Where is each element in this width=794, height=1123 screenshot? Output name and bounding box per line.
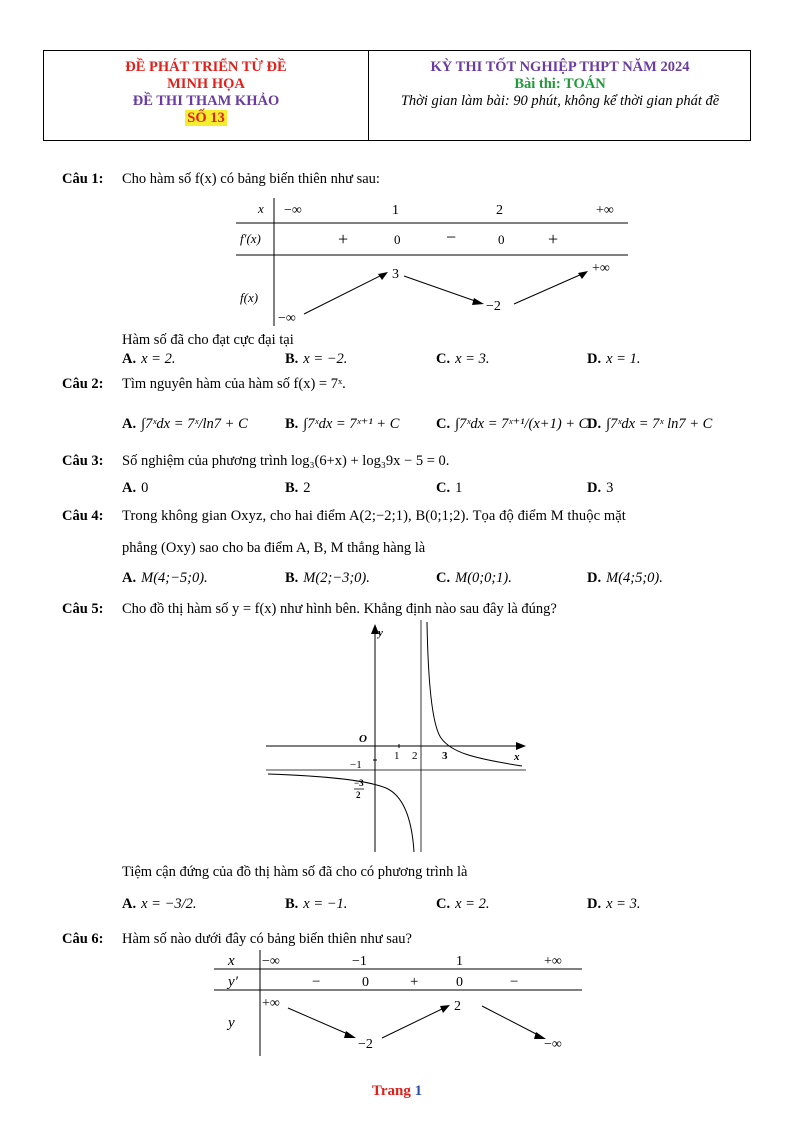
q6-y-neg2: −2 bbox=[358, 1037, 373, 1052]
q1-arrow-head-3 bbox=[578, 271, 588, 279]
q6-y-pos-inf: +∞ bbox=[262, 996, 280, 1011]
q5-graph bbox=[266, 620, 530, 852]
q1-f-neg-2: −2 bbox=[486, 299, 501, 314]
q6-y-2: 2 bbox=[454, 999, 461, 1014]
q4-option-d[interactable]: D. M(4;5;0). bbox=[587, 570, 663, 586]
q1-label: Câu 1: bbox=[62, 171, 104, 187]
q2-option-d[interactable]: D. ∫7ˣdx = 7ˣ ln7 + C bbox=[587, 416, 713, 432]
q6-variation-table bbox=[214, 950, 582, 1056]
q6-row-yprime-label: y′ bbox=[228, 974, 238, 990]
q1-row-fprime-label: f′(x) bbox=[240, 231, 261, 246]
q6-arrow-head-1 bbox=[344, 1031, 356, 1038]
q1-fprime-minus: − bbox=[446, 227, 457, 247]
q5-tick-1: 1 bbox=[394, 750, 400, 762]
q1-option-c[interactable]: C. x = 3. bbox=[436, 351, 490, 367]
q5-tick-neg3-num: −3 bbox=[354, 778, 364, 788]
footer-page-number: 1 bbox=[414, 1083, 423, 1099]
q1-fprime-plus-2: + bbox=[548, 229, 559, 249]
header-right-title: KỲ THI TỐT NGHIỆP THPT NĂM 2024 bbox=[430, 59, 690, 75]
q6-y-neg-inf: −∞ bbox=[544, 1037, 562, 1052]
q4-option-b[interactable]: B. M(2;−3;0). bbox=[285, 570, 370, 586]
q5-tick-neg3-den: 2 bbox=[356, 790, 361, 800]
q4-option-c[interactable]: C. M(0;0;1). bbox=[436, 570, 512, 586]
q1-x-neg-inf: −∞ bbox=[284, 203, 302, 218]
q4-text: Trong không gian Oxyz, cho hai điểm A(2;−2;1), B(0;1;2). Tọa độ điểm M thuộc mặt bbox=[122, 508, 626, 524]
q2-label: Câu 2: bbox=[62, 376, 104, 392]
q6-x-neg1: −1 bbox=[352, 954, 367, 969]
header-left-line-3: ĐỀ THI THAM KHẢO bbox=[132, 93, 280, 109]
q5-x-axis-arrow bbox=[516, 742, 526, 750]
q6-x-pos-inf: +∞ bbox=[544, 954, 562, 969]
q4-label: Câu 4: bbox=[62, 508, 104, 524]
q1-x-1: 1 bbox=[392, 203, 399, 218]
q5-option-a[interactable]: A. x = −3/2. bbox=[122, 896, 197, 912]
q6-x-1: 1 bbox=[456, 954, 463, 969]
q5-follow-text: Tiệm cận đứng của đồ thị hàm số đã cho có phương trình là bbox=[122, 864, 468, 880]
q1-arrow-down bbox=[404, 276, 478, 302]
header-left-line-1: ĐỀ PHÁT TRIỂN TỪ ĐỀ bbox=[125, 59, 287, 75]
q5-origin-label: O bbox=[359, 733, 367, 745]
q1-text: Cho hàm số f(x) có bảng biến thiên như sau: bbox=[122, 171, 380, 187]
q5-curve-left bbox=[268, 774, 414, 852]
q6-x-neg-inf: −∞ bbox=[262, 954, 280, 969]
q5-tick-3: 3 bbox=[442, 750, 448, 762]
q1-arrow-up-2 bbox=[514, 274, 582, 304]
q6-label: Câu 6: bbox=[62, 931, 104, 947]
q5-option-b[interactable]: B. x = −1. bbox=[285, 896, 348, 912]
q1-fprime-plus-1: + bbox=[338, 229, 349, 249]
header-box bbox=[43, 50, 751, 141]
q1-follow-text: Hàm số đã cho đạt cực đại tại bbox=[122, 332, 294, 348]
q6-arrow-down-2 bbox=[482, 1006, 540, 1036]
q5-tick-neg1: −1 bbox=[350, 759, 362, 771]
q5-option-d[interactable]: D. x = 3. bbox=[587, 896, 641, 912]
q5-y-label: y bbox=[378, 627, 383, 639]
q2-option-c[interactable]: C. ∫7ˣdx = 7ˣ⁺¹/(x+1) + C bbox=[436, 416, 589, 432]
q2-option-b[interactable]: B. ∫7ˣdx = 7ˣ⁺¹ + C bbox=[285, 416, 400, 432]
q1-arrow-head-2 bbox=[472, 298, 484, 305]
q1-option-d[interactable]: D. x = 1. bbox=[587, 351, 641, 367]
q5-label: Câu 5: bbox=[62, 601, 104, 617]
q6-arrow-head-3 bbox=[534, 1032, 546, 1039]
q2-text: Tìm nguyên hàm của hàm số f(x) = 7ˣ. bbox=[122, 376, 346, 392]
q3-option-c[interactable]: C. 1 bbox=[436, 480, 463, 496]
header-left-line-2: MINH HỌA bbox=[167, 76, 245, 92]
q1-f-pos-inf: +∞ bbox=[592, 261, 610, 276]
subject-name: TOÁN bbox=[564, 76, 606, 92]
subject-prefix: Bài thi: bbox=[514, 76, 565, 92]
q3-option-b[interactable]: B. 2 bbox=[285, 480, 311, 496]
q1-x-pos-inf: +∞ bbox=[596, 203, 614, 218]
q1-option-a[interactable]: A. x = 2. bbox=[122, 351, 176, 367]
q3-option-a[interactable]: A. 0 bbox=[122, 480, 149, 496]
q6-arrow-down-1 bbox=[288, 1008, 350, 1035]
header-right-time: Thời gian làm bài: 90 phút, không kể thời gian phát đề bbox=[400, 93, 720, 109]
q6-yprime-plus: + bbox=[410, 974, 419, 990]
q1-row-f-label: f(x) bbox=[240, 290, 259, 305]
q1-arrow-up-1 bbox=[304, 275, 382, 314]
footer-prefix: Trang bbox=[371, 1083, 415, 1099]
q5-curve-right bbox=[427, 622, 522, 766]
q5-text: Cho đồ thị hàm số y = f(x) như hình bên. Khẳng định nào sau đây là đúng? bbox=[122, 601, 557, 617]
header-left-line-4 bbox=[44, 110, 368, 127]
q4-text-2: phẳng (Oxy) sao cho ba điểm A, B, M thẳng hàng là bbox=[122, 540, 426, 556]
q3-option-d[interactable]: D. 3 bbox=[587, 480, 614, 496]
q6-row-y-label: y bbox=[228, 1015, 235, 1031]
q1-f-neg-inf: −∞ bbox=[278, 311, 296, 326]
q4-option-a[interactable]: A. M(4;−5;0). bbox=[122, 570, 208, 586]
q3-label: Câu 3: bbox=[62, 453, 104, 469]
q5-x-label: x bbox=[514, 751, 520, 763]
q1-arrow-head-1 bbox=[378, 272, 388, 280]
q1-row-x-label: x bbox=[258, 201, 264, 216]
q2-option-a[interactable]: A. ∫7ˣdx = 7ˣ/ln7 + C bbox=[122, 416, 248, 432]
q6-arrow-head-2 bbox=[440, 1005, 450, 1013]
q6-yprime-zero-2: 0 bbox=[456, 975, 463, 990]
q1-x-2: 2 bbox=[496, 203, 503, 218]
header-number: SỐ 13 bbox=[187, 110, 225, 126]
q6-yprime-minus-1: − bbox=[312, 974, 321, 990]
q6-yprime-minus-2: − bbox=[510, 974, 519, 990]
q1-fprime-zero-2: 0 bbox=[498, 232, 505, 247]
q6-row-x-label: x bbox=[228, 953, 235, 969]
q6-yprime-zero-1: 0 bbox=[362, 975, 369, 990]
q1-variation-table bbox=[236, 198, 628, 326]
header-right-subject bbox=[368, 76, 752, 93]
q1-fprime-zero-1: 0 bbox=[394, 232, 401, 247]
q6-text: Hàm số nào dưới đây có bảng biến thiên như sau? bbox=[122, 931, 412, 947]
q5-option-c[interactable]: C. x = 2. bbox=[436, 896, 490, 912]
page-footer bbox=[0, 1083, 794, 1100]
q3-text: Số nghiệm của phương trình log₃(6+x) + log₃9x − 5 = 0. bbox=[122, 453, 450, 469]
q6-arrow-up bbox=[382, 1008, 444, 1038]
q1-f-3: 3 bbox=[392, 267, 399, 282]
q5-tick-2: 2 bbox=[412, 750, 418, 762]
q1-option-b[interactable]: B. x = −2. bbox=[285, 351, 348, 367]
